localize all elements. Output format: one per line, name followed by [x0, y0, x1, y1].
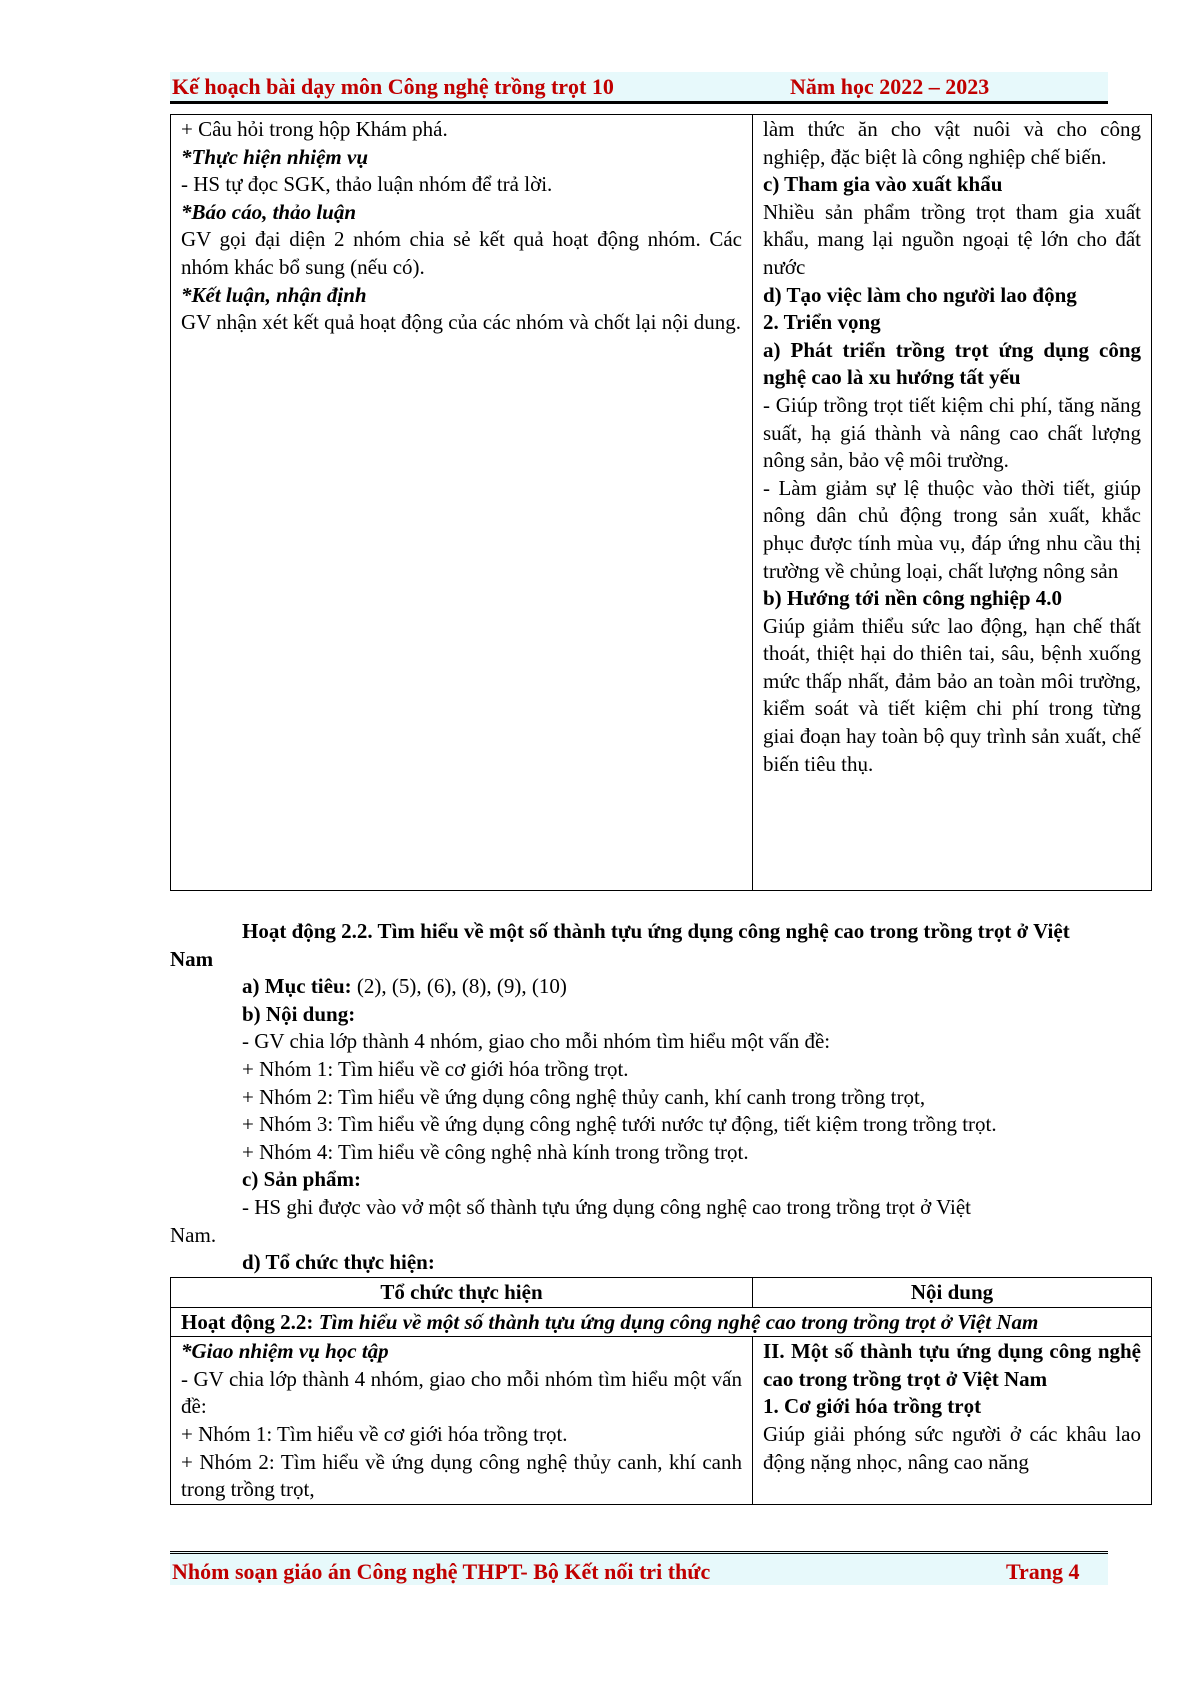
content-cell	[753, 115, 1152, 891]
activity-label: Hoạt động 2.2:	[181, 1309, 314, 1334]
list-item: - HS tự đọc SGK, thảo luận nhóm để trả lời.	[181, 172, 553, 197]
paragraph: làm thức ăn cho vật nuôi và cho công nghiệp, đặc biệt là công nghiệp chế biến.	[763, 117, 1141, 169]
footer-author: Nhóm soạn giáo án Công nghệ THPT- Bộ Kết nối tri thức	[172, 1559, 711, 1584]
table-row	[171, 1307, 1152, 1337]
paragraph: - Làm giảm sự lệ thuộc vào thời tiết, giúp nông dân chủ động trong sản xuất, khắc phục được tính mùa vụ, đáp ứng nhu cầu thị trường về chủng loại, chất lượng nông sản	[763, 475, 1141, 583]
list-item: + Nhóm 1: Tìm hiểu về cơ giới hóa trồng trọt.	[181, 1421, 568, 1446]
header-school-year: Năm học 2022 – 2023	[790, 74, 990, 99]
subheading: a) Phát triển trồng trọt ứng dụng công nghệ cao là xu hướng tất yếu	[763, 337, 1141, 390]
organization-cell	[171, 115, 753, 891]
table-header-row	[171, 1278, 1152, 1308]
lesson-table-continued	[170, 114, 1152, 891]
paragraph: GV nhận xét kết quả hoạt động của các nhóm và chốt lại nội dung.	[181, 310, 742, 335]
list-item: + Nhóm 4: Tìm hiểu về công nghệ nhà kính trong trồng trọt.	[242, 1139, 749, 1164]
list-item: + Nhóm 1: Tìm hiểu về cơ giới hóa trồng trọt.	[242, 1056, 629, 1081]
content-label: b) Nội dung:	[242, 1001, 356, 1026]
section-title: Hoạt động 2.2. Tìm hiểu về một số thành tựu ứng dụng công nghệ cao trong trồng trọt ở Việt Nam	[170, 919, 1070, 971]
paragraph: Nhiều sản phẩm trồng trọt tham gia xuất khẩu, mang lại nguồn ngoại tệ lớn cho đất nước	[763, 199, 1141, 279]
organization-cell	[171, 1337, 753, 1505]
activity-section	[170, 918, 1108, 1277]
list-item: - GV chia lớp thành 4 nhóm, giao cho mỗi nhóm tìm hiểu một vấn đề:	[242, 1029, 831, 1054]
header-title: Kế hoạch bài dạy môn Công nghệ trồng trọt 10	[172, 74, 614, 99]
objective-label: a) Mục tiêu:	[242, 974, 352, 999]
subheading: c) Tham gia vào xuất khẩu	[763, 172, 1003, 197]
objective-value: (2), (5), (6), (8), (9), (10)	[351, 974, 567, 999]
product-label: c) Sản phẩm:	[242, 1167, 362, 1192]
activity-table	[170, 1277, 1152, 1505]
product-text: - HS ghi được vào vở một số thành tựu ứng dụng công nghệ cao trong trồng trọt ở Việt	[242, 1194, 971, 1219]
objective-line	[170, 973, 1108, 1001]
activity-title-cell	[171, 1307, 1152, 1337]
list-item: + Nhóm 2: Tìm hiểu về ứng dụng công nghệ thủy canh, khí canh trong trồng trọt,	[242, 1084, 926, 1109]
subheading: d) Tạo việc làm cho người lao động	[763, 282, 1077, 307]
step-heading: *Thực hiện nhiệm vụ	[181, 144, 369, 169]
table-row	[171, 1337, 1152, 1505]
page-header	[170, 72, 1108, 104]
page-footer	[170, 1551, 1108, 1585]
paragraph: Giúp giải phóng sức người ở các khâu lao động nặng nhọc, nâng cao năng	[763, 1421, 1141, 1474]
paragraph: Giúp giảm thiểu sức lao động, hạn chế thất thoát, thiệt hại do thiên tai, sâu, bệnh xuống mức thấp nhất, đảm bảo an toàn môi trường, kiểm soát và tiết kiệm chi phí trong từng giai đoạn hay toàn bộ quy trình sản xuất, chế biến tiêu thụ.	[763, 613, 1141, 776]
subheading: 2. Triển vọng	[763, 310, 881, 335]
step-heading: *Kết luận, nhận định	[181, 282, 367, 307]
content-cell	[753, 1337, 1152, 1505]
paragraph: GV gọi đại diện 2 nhóm chia sẻ kết quả hoạt động nhóm. Các nhóm khác bổ sung (nếu có).	[181, 227, 742, 279]
organization-label: d) Tổ chức thực hiện:	[242, 1250, 435, 1275]
list-item: + Nhóm 3: Tìm hiểu về ứng dụng công nghệ tưới nước tự động, tiết kiệm trong trồng trọt.	[242, 1112, 997, 1137]
paragraph: - GV chia lớp thành 4 nhóm, giao cho mỗi nhóm tìm hiểu một vấn đề:	[181, 1366, 742, 1419]
column-header: Tổ chức thực hiện	[171, 1278, 753, 1308]
table-row	[171, 115, 1152, 891]
paragraph: + Nhóm 2: Tìm hiểu về ứng dụng công nghệ thủy canh, khí canh trong trồng trọt,	[181, 1449, 742, 1502]
step-heading: *Giao nhiệm vụ học tập	[181, 1339, 389, 1364]
column-header: Nội dung	[753, 1278, 1152, 1308]
step-heading: *Báo cáo, thảo luận	[181, 199, 357, 224]
list-item: + Câu hỏi trong hộp Khám phá.	[181, 117, 448, 141]
subheading: 1. Cơ giới hóa trồng trọt	[763, 1394, 982, 1419]
subheading: II. Một số thành tựu ứng dụng công nghệ cao trong trồng trọt ở Việt Nam	[763, 1339, 1141, 1391]
page-number: Trang 4	[1006, 1559, 1080, 1584]
activity-title: Tìm hiểu về một số thành tựu ứng dụng công nghệ cao trong trồng trọt ở Việt Nam	[313, 1309, 1039, 1334]
paragraph: - Giúp trồng trọt tiết kiệm chi phí, tăng năng suất, hạ giá thành và nâng cao chất lượng nông sản, bảo vệ môi trường.	[763, 392, 1141, 473]
product-text-cont: Nam.	[170, 1222, 217, 1247]
subheading: b) Hướng tới nền công nghiệp 4.0	[763, 586, 1062, 611]
